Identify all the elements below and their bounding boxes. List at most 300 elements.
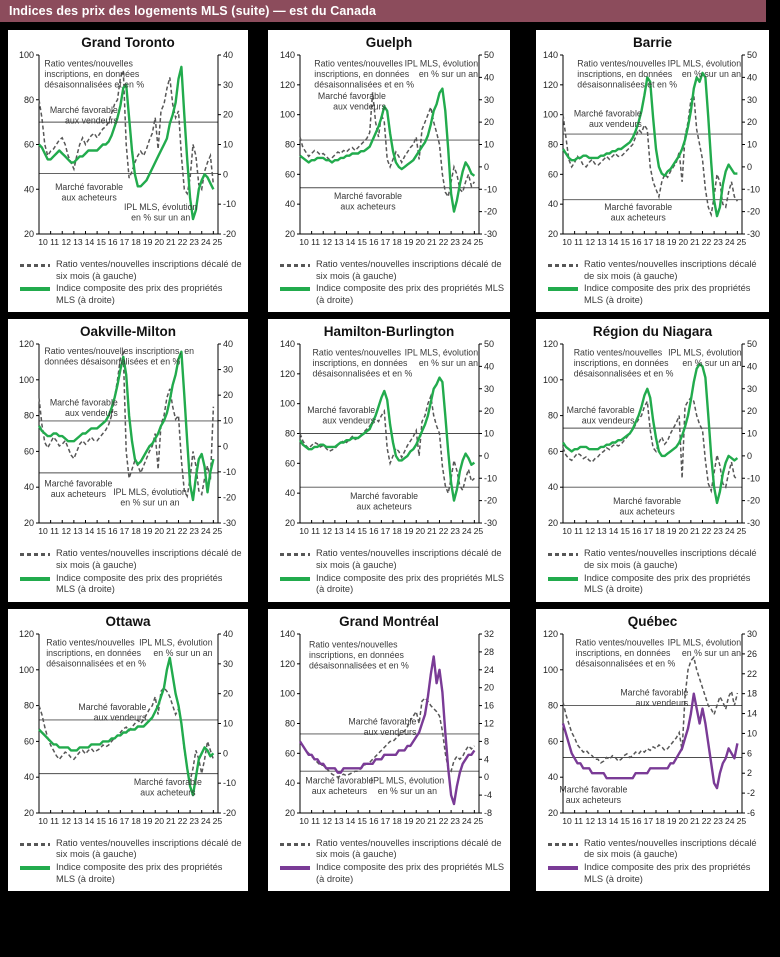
right-tick-label: -30 [483,229,497,239]
right-tick-label: 20 [222,688,233,699]
solid-line-swatch-icon [280,577,310,581]
x-tick-label: 22 [701,237,712,247]
chart-title: Grand Toronto [81,35,175,50]
x-tick-label: 17 [643,815,654,826]
x-tick-label: 10 [562,815,572,826]
chart-annotation: Marché favorable [349,491,418,502]
chart-annotation: Marché favorable [304,775,373,786]
left-tick-label: 20 [23,518,34,529]
chart-annotation: Marché favorable [49,398,118,409]
chart-annotation: aux vendeurs [321,415,375,426]
x-tick-label: 13 [333,237,344,247]
legend-price-label: Indice composite des prix des propriétés MLS (à droite) [316,862,505,884]
x-tick-label: 17 [380,815,390,826]
x-tick-label: 16 [368,237,379,247]
x-tick-label: 19 [666,815,677,826]
x-tick-label: 21 [165,237,176,247]
dashed-line-swatch-icon [280,843,310,846]
chart-annotation: Ratio ventes/nouvelles [577,58,666,69]
dashed-line-swatch-icon [20,553,50,556]
x-tick-label: 24 [200,815,211,826]
x-tick-label: 25 [212,237,222,247]
chart-annotation: IPL MLS, évolution [138,637,213,648]
page-title: Indices des prix des logements MLS (suite) — est du Canada [9,4,376,18]
x-tick-label: 16 [107,815,118,826]
chart-legend [536,259,769,308]
right-tick-label: 0 [747,161,753,172]
x-tick-label: 13 [72,237,83,247]
x-tick-label: 18 [391,237,402,247]
price-series-line [563,73,737,216]
chart-annotation: inscriptions, en données [573,358,669,369]
x-tick-label: 21 [165,526,176,537]
chart-annotation: aux vendeurs [332,101,386,112]
x-tick-label: 15 [620,237,630,247]
right-tick-label: 0 [483,161,489,172]
chart-annotation: IPL MLS, évolution [112,487,187,498]
chart-annotation: Marché favorable [573,108,642,119]
x-tick-label: 23 [449,237,460,247]
chart-annotation: désaisonnalisées et en % [312,369,412,380]
left-tick-label: 80 [547,700,558,711]
right-tick-label: 50 [483,50,494,60]
right-tick-label: -30 [747,229,761,239]
chart-annotation: en % sur un an [682,358,742,369]
right-tick-label: 30 [747,628,758,639]
legend-ratio-label: Ratio ventes/nouvelles inscriptions décalé de six mois (à gauche) [584,837,757,860]
chart-canvas [13,339,244,547]
right-tick-label: 18 [747,688,758,699]
right-tick-label: 10 [222,718,233,729]
chart-annotation: aux acheteurs [311,785,367,796]
solid-line-swatch-icon [20,577,50,581]
left-tick-label: 100 [542,375,558,386]
x-tick-label: 22 [701,815,712,826]
x-tick-label: 12 [60,526,71,537]
chart-annotation: Marché favorable [566,405,635,416]
chart-annotation: Marché favorable [77,701,146,712]
chart-annotation: Ratio ventes/nouvelles inscriptions, en [43,346,194,357]
x-tick-label: 13 [333,815,344,826]
dashed-line-swatch-icon [548,553,578,556]
x-tick-label: 23 [188,237,199,247]
chart-annotation: désaisonnalisées et en % [577,79,678,90]
charts-row-1 [8,30,780,312]
right-tick-label: -2 [747,787,756,798]
chart-canvas [537,339,768,547]
x-tick-label: 10 [37,815,48,826]
right-tick-label: -10 [483,473,497,484]
x-tick-label: 17 [119,815,129,826]
x-tick-label: 25 [473,815,483,826]
x-tick-label: 11 [49,237,59,247]
right-tick-label: -30 [222,518,236,529]
chart-card [268,319,510,601]
chart-annotation: inscriptions, en données [312,358,407,369]
chart-annotation: Marché favorable [43,478,112,489]
x-tick-label: 11 [310,815,320,826]
chart-annotation: IPL MLS, évolution [404,348,478,359]
x-tick-label: 23 [713,526,723,537]
dashed-line-swatch-icon [280,553,310,556]
x-tick-label: 10 [37,237,48,247]
x-tick-label: 25 [473,526,483,537]
x-tick-label: 14 [84,526,94,537]
x-tick-label: 20 [153,815,164,826]
legend-entry-ratio [20,259,244,282]
chart-annotation: IPL MLS, évolution [668,348,742,359]
left-tick-label: 20 [23,807,34,818]
x-tick-label: 12 [321,237,332,247]
right-tick-label: 22 [747,668,758,679]
x-tick-label: 14 [608,815,619,826]
x-tick-label: 23 [188,815,199,826]
legend-entry-price [20,573,244,596]
chart-annotation: aux acheteurs [139,787,196,798]
chart-annotation: Marché favorable [133,777,202,788]
chart-annotation: aux acheteurs [619,507,675,518]
x-tick-label: 19 [666,526,677,537]
chart-area [268,50,510,258]
charts-row-3 [8,609,780,891]
x-tick-label: 16 [107,526,118,537]
legend-entry-price [548,573,765,596]
chart-card [8,319,248,601]
right-tick-label: 50 [747,50,758,60]
x-tick-label: 15 [356,237,367,247]
x-tick-label: 18 [130,815,141,826]
x-tick-label: 13 [597,526,607,537]
x-tick-label: 17 [119,237,129,247]
left-tick-label: 40 [547,482,558,493]
right-tick-label: 32 [483,628,494,639]
chart-canvas [274,50,505,258]
right-tick-label: 8 [483,736,489,747]
right-tick-label: 24 [483,664,494,675]
right-tick-label: 26 [747,648,758,659]
ratio-series-line [563,657,737,763]
dashed-line-swatch-icon [548,843,578,846]
x-tick-label: 15 [95,237,106,247]
chart-legend [268,259,510,308]
left-tick-label: 100 [18,375,34,386]
x-tick-label: 14 [345,526,355,537]
header-bar [0,0,766,22]
right-tick-label: 40 [222,339,233,350]
left-tick-label: 120 [18,339,34,350]
left-tick-label: 40 [23,184,34,195]
chart-area [8,339,248,547]
solid-line-swatch-icon [20,287,50,291]
chart-card [268,609,510,891]
chart-annotation: inscriptions, en données [575,647,671,658]
chart-annotation: données désaisonnalisées et en % [43,356,180,367]
x-tick-label: 15 [620,526,630,537]
right-tick-label: 30 [483,94,494,105]
left-tick-label: 120 [542,628,558,639]
x-tick-label: 21 [165,815,176,826]
right-tick-label: 10 [483,428,494,439]
x-tick-label: 13 [72,815,83,826]
x-tick-label: 25 [736,237,747,247]
chart-annotation: Marché favorable [620,687,689,698]
dashed-line-swatch-icon [548,264,578,267]
left-tick-label: 100 [279,688,295,699]
right-tick-label: -20 [222,229,236,239]
right-tick-label: 20 [222,390,233,401]
x-tick-label: 10 [298,237,309,247]
right-tick-label: 30 [222,79,233,90]
x-tick-label: 20 [414,526,425,537]
x-tick-label: 22 [177,526,187,537]
chart-card [536,30,769,312]
legend-ratio-label: Ratio ventes/nouvelles inscriptions décalé de six mois (à gauche) [584,259,757,281]
legend-entry-ratio [280,838,506,861]
x-tick-label: 20 [153,237,164,247]
chart-canvas [13,50,244,258]
right-tick-label: 10 [483,139,494,150]
left-tick-label: 20 [547,518,558,529]
chart-annotation: Ratio ventes/nouvelles [308,639,398,650]
x-tick-label: 12 [585,815,596,826]
x-tick-label: 24 [724,526,735,537]
chart-annotation: IPL MLS, évolution [404,58,478,69]
chart-annotation: IPL MLS, évolution [123,201,197,212]
right-tick-label: 30 [222,658,233,669]
chart-annotation: IPL MLS, évolution [370,775,444,786]
chart-legend [8,548,248,597]
x-tick-label: 17 [643,526,654,537]
right-tick-label: -10 [747,184,761,195]
right-tick-label: -30 [483,518,497,529]
x-tick-label: 25 [736,815,747,826]
right-tick-label: 4 [483,754,489,765]
left-tick-label: 120 [542,79,558,90]
chart-annotation: Marché favorable [49,105,118,116]
chart-annotation: aux acheteurs [355,501,412,512]
chart-annotation: en % sur un an [152,647,213,658]
right-tick-label: 0 [483,451,489,462]
right-tick-label: 28 [483,646,494,657]
left-tick-label: 40 [23,482,34,493]
chart-annotation: Marché favorable [306,405,375,416]
left-tick-label: 20 [284,807,295,818]
left-tick-label: 40 [547,199,558,210]
x-tick-label: 15 [95,815,106,826]
solid-line-swatch-icon [548,287,578,291]
left-tick-label: 20 [284,518,295,529]
left-tick-label: 40 [284,488,295,499]
right-tick-label: 20 [222,109,233,120]
chart-annotation: aux vendeurs [588,119,642,130]
right-tick-label: 30 [747,384,758,395]
x-tick-label: 19 [403,526,413,537]
left-tick-label: 100 [279,109,295,120]
x-tick-label: 24 [724,237,735,247]
legend-entry-price [280,573,506,596]
right-tick-label: 0 [222,441,228,452]
x-tick-label: 22 [438,526,448,537]
x-tick-label: 18 [391,526,402,537]
legend-entry-ratio [548,838,765,861]
legend-price-label: Indice composite des prix des propriétés MLS (à droite) [584,283,751,305]
left-tick-label: 140 [279,628,295,639]
x-tick-label: 22 [177,237,187,247]
x-tick-label: 21 [426,526,437,537]
chart-card [8,30,248,312]
x-tick-label: 16 [631,815,642,826]
x-tick-label: 22 [438,237,448,247]
left-tick-label: 80 [284,428,295,439]
chart-card [536,319,769,601]
chart-title: Barrie [632,35,673,50]
x-tick-label: 10 [298,815,309,826]
right-tick-label: 10 [747,139,758,150]
right-tick-label: 0 [747,451,753,462]
left-tick-label: 120 [542,339,558,350]
x-tick-label: 20 [678,526,689,537]
chart-annotation: Ratio ventes/nouvelles [575,637,665,648]
chart-annotation: aux vendeurs [363,726,416,737]
x-tick-label: 13 [597,815,607,826]
x-tick-label: 20 [153,526,164,537]
x-tick-label: 22 [438,815,448,826]
x-tick-label: 10 [37,526,48,537]
chart-annotation: aux vendeurs [64,408,118,419]
chart-annotation: en % sur un an [418,69,478,80]
chart-legend [536,548,769,597]
left-tick-label: 40 [23,772,34,783]
left-tick-label: 120 [279,658,295,669]
chart-legend [8,259,248,308]
x-tick-label: 23 [449,526,460,537]
x-tick-label: 19 [403,815,413,826]
left-tick-label: 20 [547,807,558,818]
chart-annotation: aux acheteurs [339,201,396,212]
solid-line-swatch-icon [548,577,578,581]
right-tick-label: -20 [483,496,497,507]
right-tick-label: -8 [483,807,492,818]
left-tick-label: 20 [284,229,295,239]
right-tick-label: 20 [483,117,494,128]
chart-card [8,609,248,891]
right-tick-label: 16 [483,700,494,711]
x-tick-label: 18 [655,815,665,826]
chart-title: Guelph [365,35,413,50]
x-tick-label: 24 [200,526,211,537]
x-tick-label: 14 [84,815,94,826]
right-tick-label: -10 [222,199,236,210]
right-tick-label: 0 [222,169,228,180]
chart-title: Hamilton-Burlington [323,324,455,340]
solid-line-swatch-icon [548,866,578,870]
dashed-line-swatch-icon [20,264,50,267]
legend-ratio-label: Ratio ventes/nouvelles inscriptions décalé de six mois (à gauche) [316,837,502,860]
x-tick-label: 15 [356,526,367,537]
legend-price-label: Indice composite des prix des propriétés MLS (à droite) [584,862,751,884]
x-tick-label: 15 [95,526,106,537]
left-tick-label: 60 [23,446,34,457]
chart-legend [536,838,769,887]
chart-annotation: aux acheteurs [50,489,106,500]
legend-entry-ratio [548,259,765,282]
chart-annotation: Ratio ventes/nouvelles [313,58,403,69]
x-tick-label: 12 [321,815,332,826]
left-tick-label: 40 [284,778,295,789]
charts-grid [0,22,780,891]
x-tick-label: 23 [713,815,723,826]
x-tick-label: 17 [380,237,390,247]
right-tick-label: 6 [747,748,753,759]
chart-annotation: aux vendeurs [64,115,118,126]
right-tick-label: 10 [747,428,758,439]
chart-canvas [13,629,244,837]
left-tick-label: 60 [547,736,558,747]
x-tick-label: 16 [368,815,379,826]
chart-annotation: en % sur un an [130,212,190,223]
chart-area [268,339,510,547]
x-tick-label: 19 [142,526,152,537]
left-tick-label: 100 [542,109,558,120]
x-tick-label: 24 [461,237,472,247]
chart-annotation: en % sur un an [377,785,437,796]
x-tick-label: 12 [585,526,596,537]
left-tick-label: 120 [18,628,34,639]
x-tick-label: 15 [620,815,630,826]
legend-entry-ratio [548,548,765,571]
chart-title: Oakville-Milton [79,324,177,340]
chart-annotation: aux vendeurs [581,415,635,426]
right-tick-label: 20 [747,406,758,417]
chart-annotation: inscriptions, en données [577,69,673,80]
legend-price-label: Indice composite des prix des propriétés MLS (à droite) [316,283,505,305]
left-tick-label: 60 [284,458,295,469]
right-tick-label: 0 [222,748,228,759]
chart-annotation: Marché favorable [333,191,402,201]
chart-annotation: Marché favorable [317,90,386,101]
left-tick-label: 40 [284,199,295,210]
x-tick-label: 10 [562,237,572,247]
chart-annotation: Marché favorable [54,182,123,193]
legend-entry-ratio [20,838,244,861]
right-tick-label: 20 [747,117,758,128]
left-tick-label: 140 [542,50,558,60]
x-tick-label: 11 [574,815,584,826]
right-tick-label: 30 [483,384,494,395]
right-tick-label: -10 [222,778,236,789]
x-tick-label: 17 [643,237,654,247]
left-tick-label: 20 [23,229,34,239]
legend-entry-ratio [280,259,506,282]
chart-title: Québec [627,613,678,629]
legend-entry-price [280,862,506,885]
chart-annotation: désaisonnalisées et en % [43,79,144,90]
right-tick-label: 40 [483,72,494,83]
x-tick-label: 22 [177,815,187,826]
left-tick-label: 120 [279,369,295,380]
x-tick-label: 16 [631,237,642,247]
x-tick-label: 21 [690,237,700,247]
x-tick-label: 17 [119,526,129,537]
x-tick-label: 25 [473,237,483,247]
x-tick-label: 24 [200,237,211,247]
x-tick-label: 15 [356,815,367,826]
chart-annotation: aux acheteurs [610,212,666,223]
chart-annotation: désaisonnalisées et en % [575,658,676,669]
left-tick-label: 60 [284,748,295,759]
right-tick-label: -6 [747,807,756,818]
x-tick-label: 18 [391,815,402,826]
